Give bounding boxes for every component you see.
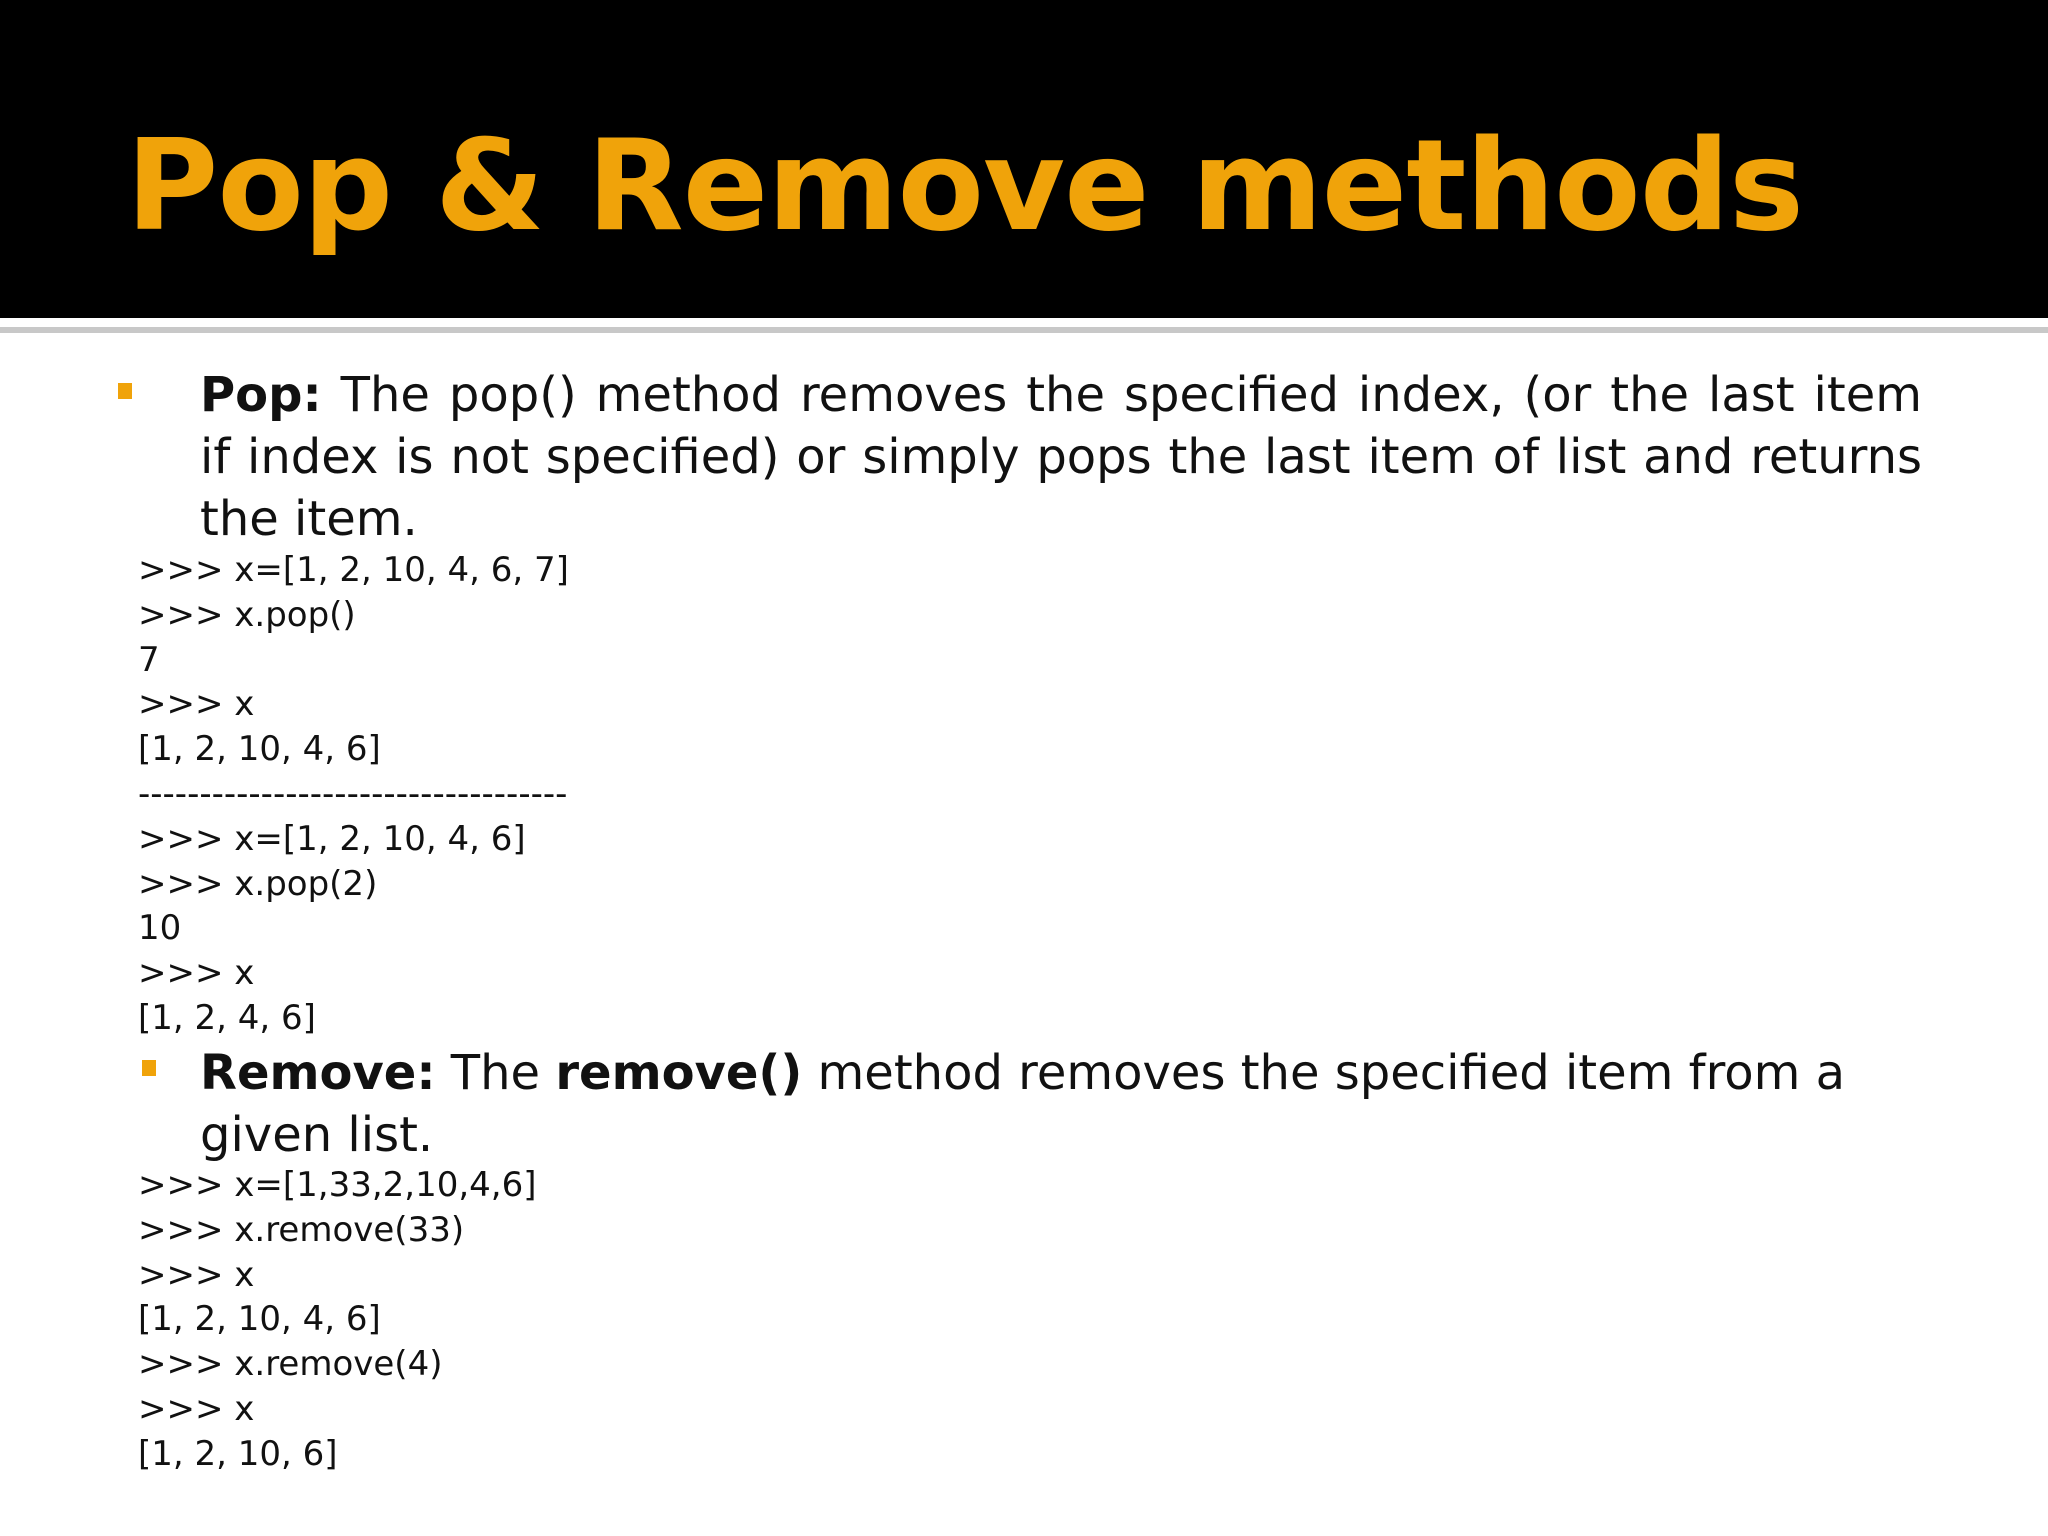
pop-description [200,364,1922,550]
remove-text-after: method removes the specified item from a given list. [200,1045,1846,1163]
remove-text-before: The [435,1045,556,1101]
square-bullet-icon [142,1060,156,1076]
remove-method: remove() [555,1045,803,1101]
pop-code-line: >>> x.pop(2) [138,863,378,904]
remove-lead: Remove: [200,1045,436,1101]
remove-description [200,1042,1922,1166]
pop-code-line: 10 [138,908,182,949]
remove-code-line: [1, 2, 10, 6] [138,1433,338,1474]
pop-code-line: [1, 2, 10, 4, 6] [138,729,381,770]
pop-code-line: >>> x=[1, 2, 10, 4, 6, 7] [138,550,569,590]
remove-code-line: >>> x [138,1254,255,1295]
remove-code-line: >>> x.remove(33) [138,1209,465,1250]
remove-code-line: [1, 2, 10, 4, 6] [138,1299,381,1340]
pop-code-line: >>> x [138,953,255,994]
title-divider-grey [0,327,2048,333]
square-bullet-icon [118,383,132,399]
slide-title: Pop & Remove methods [126,112,1803,259]
title-divider-white [0,318,2048,327]
pop-code-line: >>> x=[1, 2, 10, 4, 6] [138,818,526,859]
pop-code-example [138,548,569,1041]
title-bar [0,0,2048,318]
remove-code-line: >>> x.remove(4) [138,1344,443,1385]
pop-code-line: >>> x.pop() [138,594,356,635]
pop-code-line: [1, 2, 4, 6] [138,997,316,1038]
pop-code-line: 7 [138,639,160,680]
remove-code-line: >>> x [138,1388,255,1429]
pop-code-line: ----------------------------------- [138,773,568,814]
pop-lead: Pop: [200,367,322,423]
pop-text: The pop() method removes the specified index, (or the last item if index is not specified) or simply pops the last item of list and returns the item. [200,367,1922,547]
remove-code-line: >>> x=[1,33,2,10,4,6] [138,1165,537,1205]
remove-code-example [138,1163,537,1477]
pop-code-line: >>> x [138,684,255,725]
